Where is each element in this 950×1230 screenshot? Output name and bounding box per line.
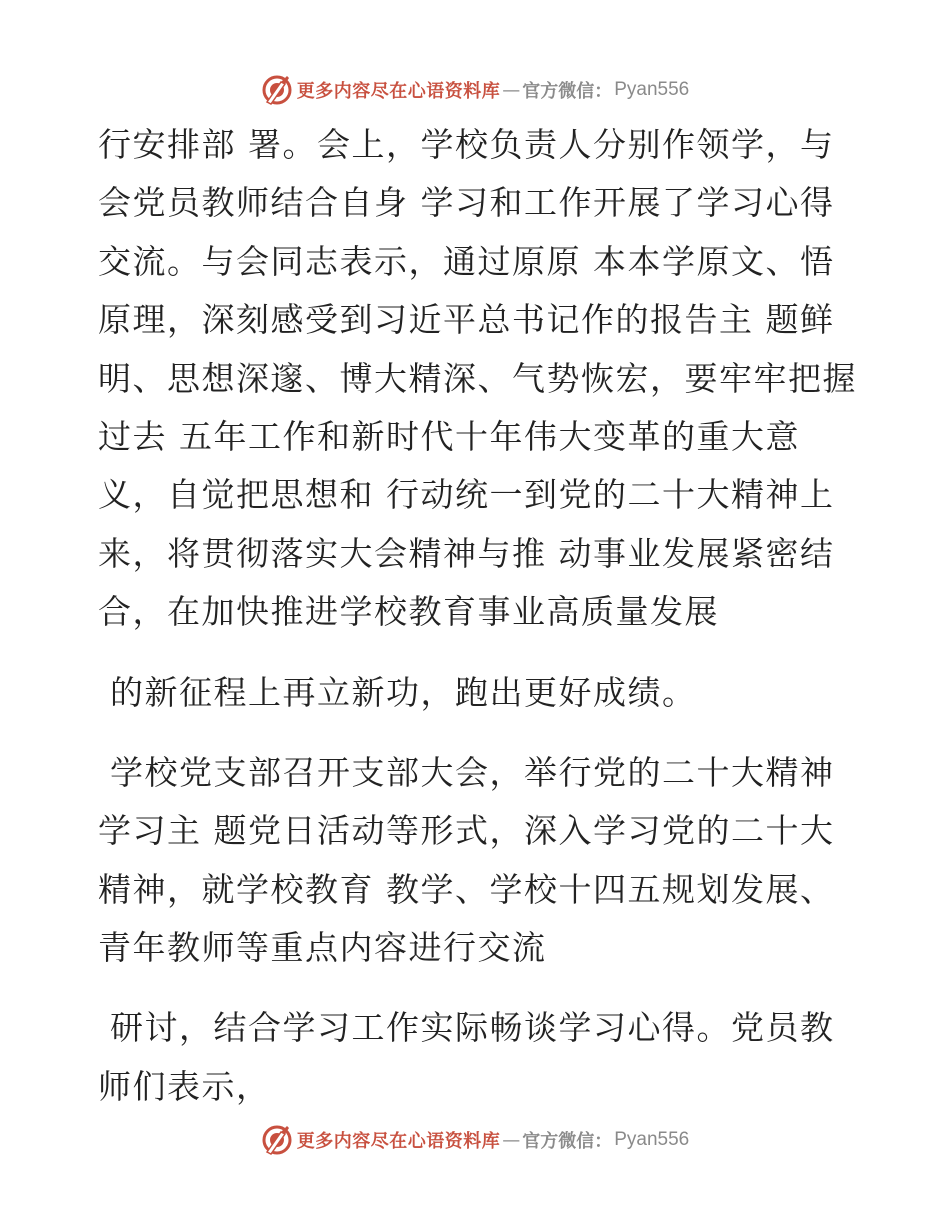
banner-site-text: 更多内容尽在心语资料库 [296,1131,501,1152]
text-line: 师们表示， [98,1066,271,1106]
text-line: 的新征程上再立新功，跑出更好成绩。 [98,672,697,712]
banner-site-text: 更多内容尽在心语资料库 [296,81,501,102]
document-body [98,116,858,1116]
text-line: 合，在加快推进学校教育事业高质量发展 [98,592,719,632]
text-line: 义，自觉把思想和 行动统一到党的二十大精神上 [98,475,835,515]
banner-wechat-label: 官方微信： [522,1131,613,1152]
text-line: 研讨，结合学习工作实际畅谈学习心得。党员教 [98,1008,835,1048]
text-line: 学校党支部召开支部大会，举行党的二十大精神 [98,752,835,792]
text-line: 明、思想深邃、博大精深、气势恢宏，要牢牢把握 [98,358,857,398]
banner-separator: — [502,79,521,101]
paragraph-gap [98,722,858,744]
paragraph-3 [98,744,858,978]
paragraph-2 [98,664,858,722]
banner-wechat-label: 官方微信： [522,81,613,102]
paragraph-gap [98,642,858,664]
text-line: 精神，就学校教育 教学、学校十四五规划发展、 [98,869,835,909]
paragraph-1 [98,116,858,642]
pen-logo-icon [261,74,293,106]
text-line: 过去 五年工作和新时代十年伟大变革的重大意 [98,416,800,456]
text-line: 来，将贯彻落实大会精神与推 动事业发展紧密结 [98,533,835,573]
text-line: 会党员教师结合自身 学习和工作开展了学习心得 [98,183,835,223]
paragraph-4 [98,999,858,1116]
pen-logo-icon [261,1124,293,1156]
banner-separator: — [502,1129,521,1151]
footer-banner [0,1120,950,1160]
banner-wechat-id: Pyan556 [614,79,690,100]
text-line: 交流。与会同志表示，通过原原 本本学原文、悟 [98,241,835,281]
text-line: 行安排部 署。会上，学校负责人分别作领学，与 [98,125,835,164]
header-banner [0,70,950,110]
banner-wechat-id: Pyan556 [614,1129,690,1150]
paragraph-gap [98,977,858,999]
text-line: 学习主 题党日活动等形式，深入学习党的二十大 [98,811,835,851]
text-line: 青年教师等重点内容进行交流 [98,928,547,968]
text-line: 原理，深刻感受到习近平总书记作的报告主 题鲜 [98,300,835,340]
